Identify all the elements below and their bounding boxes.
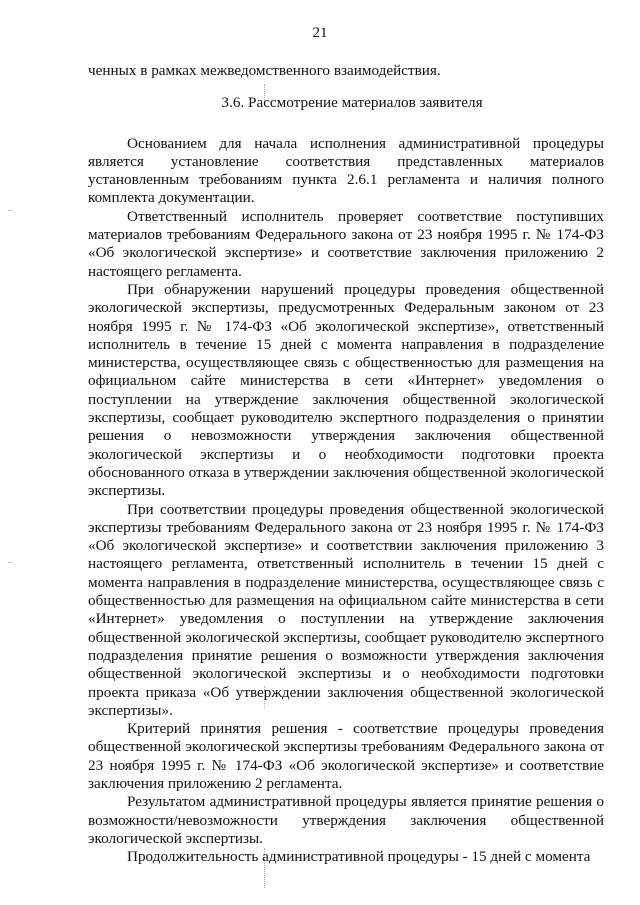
paragraph: При соответствии процедуры проведения общественной экологической экспертизы требованиям Федерального закона от 23 ноября 1995 г. № 174-ФЗ «Об экологической экспертизе» и соответствии заключения приложению 3 настоящего регламента, ответственный исполнитель в течении 15 дней с момента направления в подразделение министерства, осуществляющее связь с общественностью для размещения на официальном сайте министерства в сети «Интернет» уведомления о поступлении на утверждение заключения общественной экологической экспертизы, сообщает руководителю экспертного подразделения принятие решения о возможности утверждения заключения общественной экологической экспертизы и о необходимости подготовки проекта приказа «Об утверждении заключения общественной экологической экспертизы». bbox=[88, 500, 604, 719]
paragraph: Основанием для начала исполнения административной процедуры является установление соответствия представленных материалов установленным требованиям пункта 2.6.1 регламента и наличия полного комплекта документации. bbox=[88, 134, 604, 207]
paragraph: Ответственный исполнитель проверяет соответствие поступивших материалов требованиям Федерального закона от 23 ноября 1995 г. № 174-ФЗ «Об экологической экспертизе» и соответствие заключения приложению 2 настоящего регламента. bbox=[88, 207, 604, 280]
paragraph: Продолжительность административной процедуры - 15 дней с момента bbox=[127, 848, 591, 866]
paragraph: При обнаружении нарушений процедуры проведения общественной экологической экспертизы, предусмотренных Федеральным законом от 23 ноября 1995 г. № 174-ФЗ «Об экологической экспертизе», ответственный исполнитель в течение 15 дней с момента направления в подразделение министерства, осуществляющее связь с общественностью для размещения на официальном сайте министерства в сети «Интернет» уведомления о поступлении на утверждение заключения общественной экологической экспертизы, сообщает руководителю экспертного подразделения о принятии решения о невозможности утверждения заключения общественной экологической экспертизы и о необходимости подготовки проекта обоснованного отказа в утверждении заключения общественной экологической экспертизы. bbox=[88, 280, 604, 500]
paragraph: Критерий принятия решения - соответствие процедуры проведения общественной экологической экспертизы требованиям Федерального закона от 23 ноября 1995 г. № 174-ФЗ «Об экологической экспертизе» и соответствие заключения приложению 2 регламента. bbox=[88, 720, 604, 792]
page-number: 21 bbox=[312, 25, 328, 41]
section-heading: 3.6. Рассмотрение материалов заявителя bbox=[221, 94, 483, 112]
paragraph: Результатом административной процедуры является принятие решения о возможности/невозможности утверждения заключения общественной экологической экспертизы. bbox=[88, 793, 604, 847]
scan-edge-mark bbox=[8, 210, 12, 211]
document-body bbox=[88, 62, 604, 866]
scan-edge-mark bbox=[8, 562, 12, 563]
continuation-text: ченных в рамках межведомственного взаимодействия. bbox=[88, 62, 441, 79]
